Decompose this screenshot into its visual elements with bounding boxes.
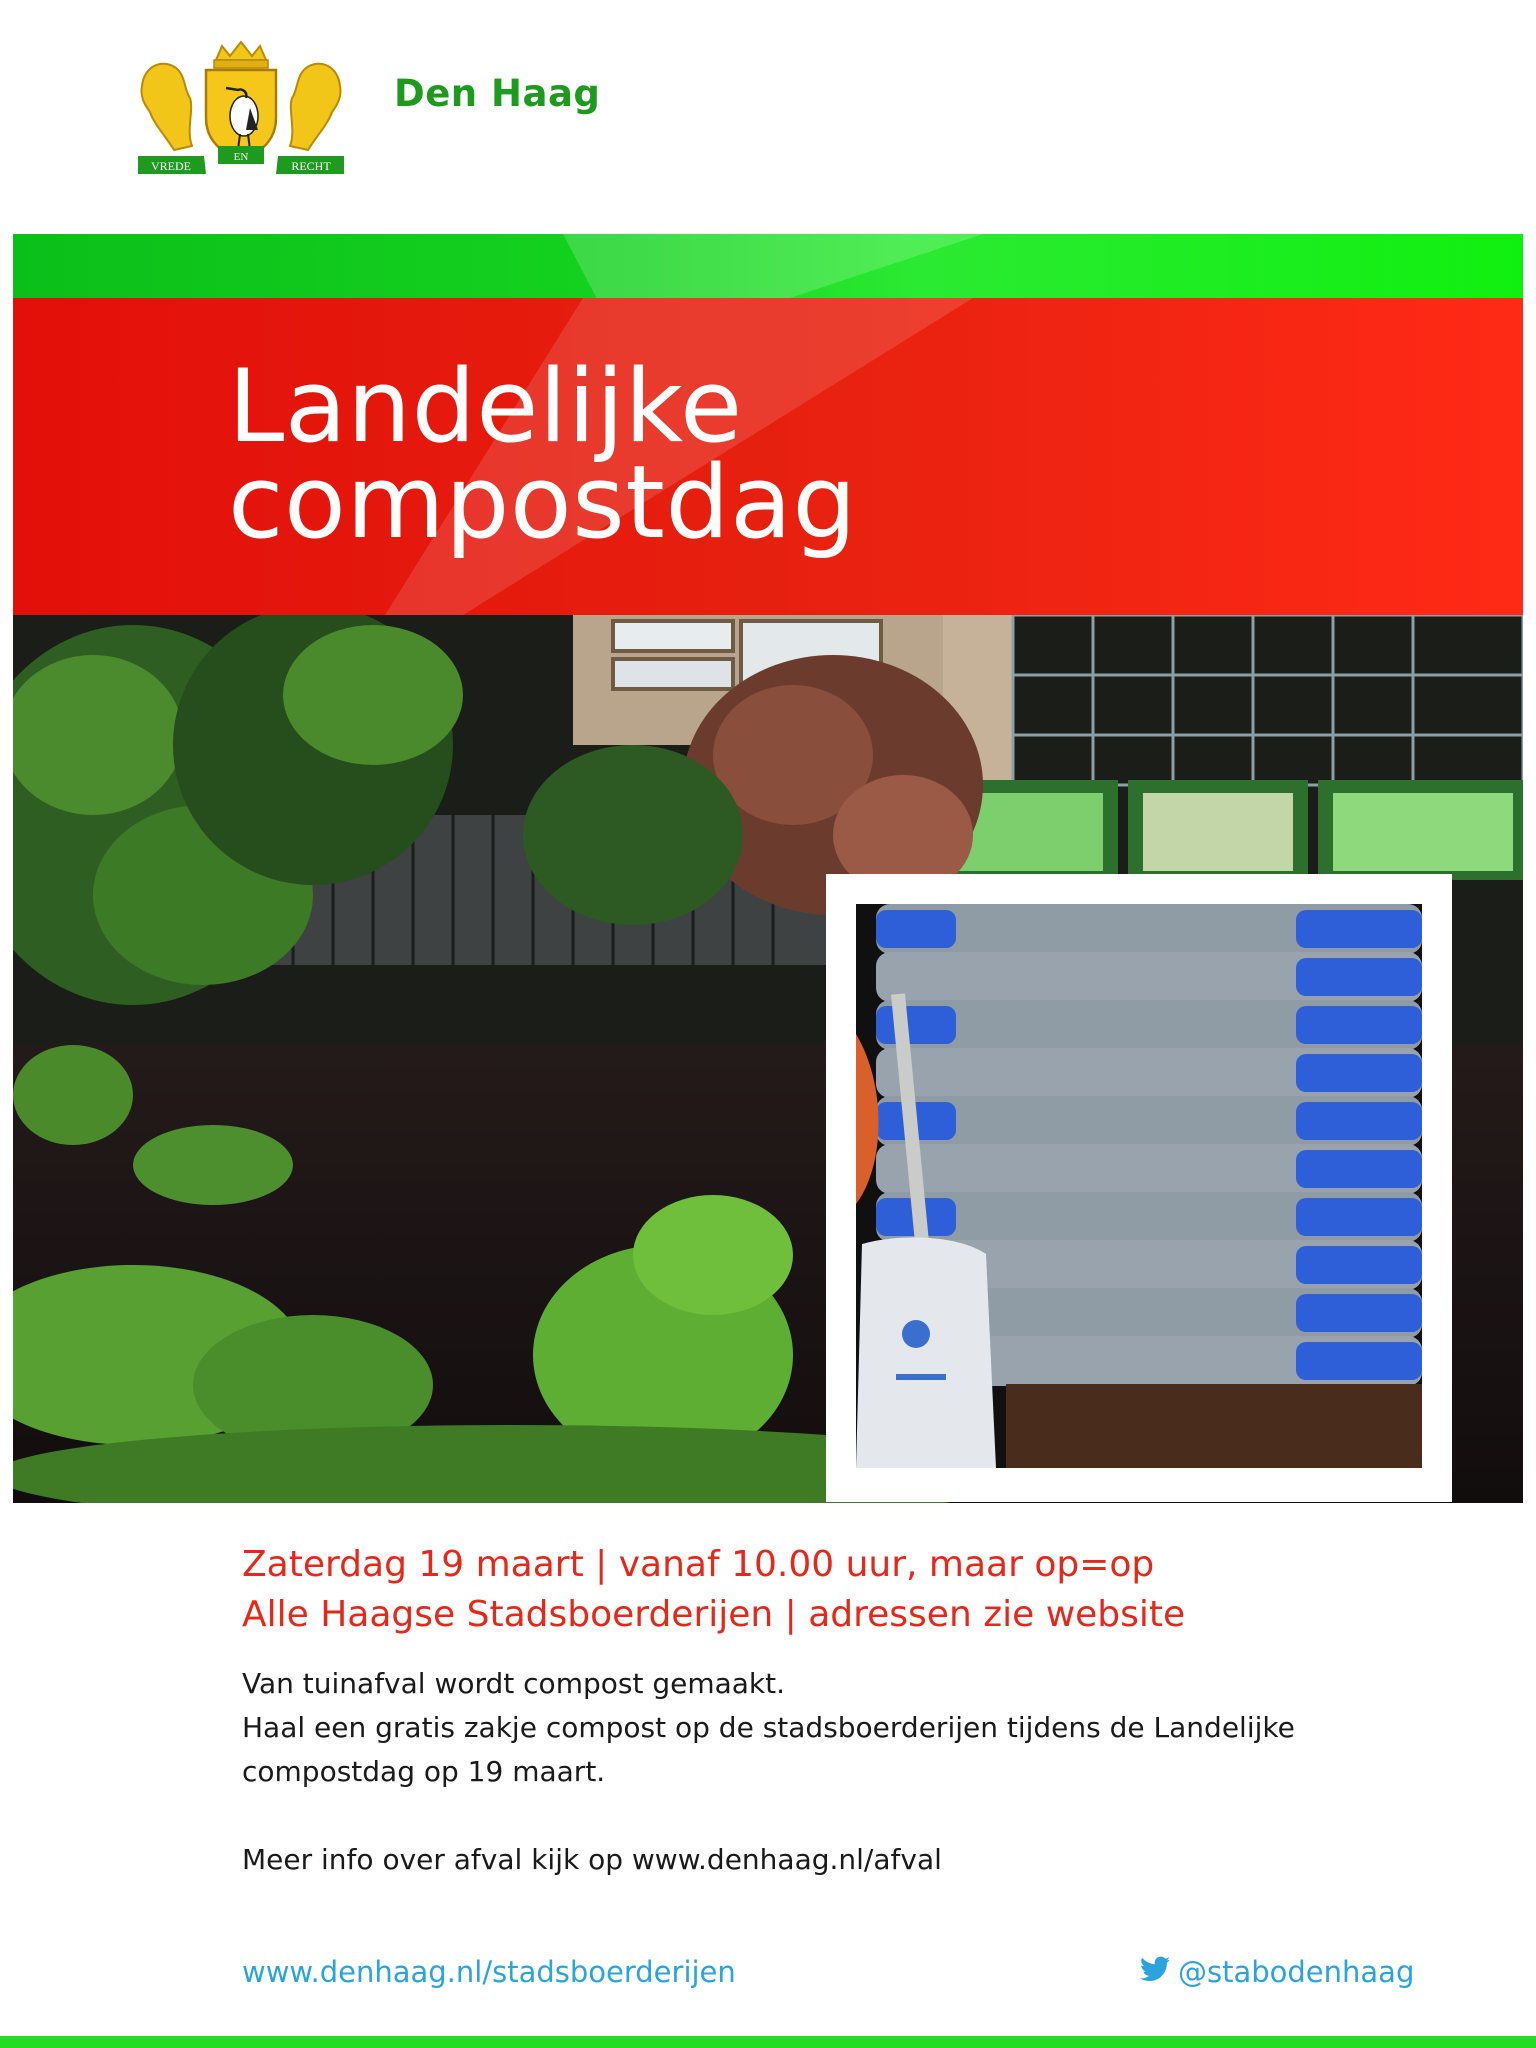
body-text — [242, 1662, 1442, 1882]
crest-motto-left: VREDE — [151, 159, 191, 173]
event-date-line: Zaterdag 19 maart | vanaf 10.00 uur, maar op=op — [242, 1544, 1155, 1585]
body-line-2: Haal een gratis zakje compost op de stadsboerderijen tijdens de Landelijke — [242, 1711, 1295, 1744]
title-line-2: compostdag — [228, 443, 857, 561]
twitter-handle-text: @stabodenhaag — [1178, 1955, 1415, 1989]
bottom-green-bar — [0, 2036, 1536, 2048]
website-link[interactable]: www.denhaag.nl/stadsboerderijen — [242, 1955, 736, 1989]
green-band — [13, 234, 1523, 298]
title-line-1: Landelijke — [228, 347, 743, 465]
twitter-bird-icon — [1140, 1955, 1170, 1989]
event-details — [242, 1540, 1185, 1640]
crest-motto-center: EN — [233, 151, 249, 163]
body-line-3: compostdag op 19 maart. — [242, 1755, 606, 1788]
event-location-line: Alle Haagse Stadsboerderijen | adressen zie website — [242, 1594, 1186, 1635]
more-info-line: Meer info over afval kijk op www.denhaag.nl/afval — [242, 1843, 942, 1876]
coat-of-arms-icon — [134, 38, 348, 182]
body-line-1: Van tuinafval wordt compost gemaakt. — [242, 1667, 786, 1700]
crest-motto-right: RECHT — [291, 159, 331, 173]
twitter-handle[interactable] — [1140, 1955, 1414, 1989]
city-name: Den Haag — [394, 72, 601, 115]
page-title — [228, 347, 1128, 561]
compost-bags-photo — [826, 874, 1452, 1502]
